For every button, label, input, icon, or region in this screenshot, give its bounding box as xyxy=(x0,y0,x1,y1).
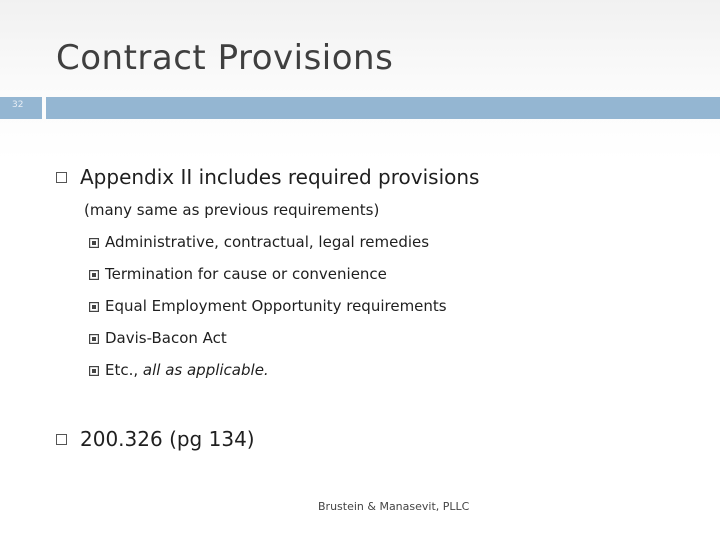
sub-item-remedies: Administrative, contractual, legal remedies xyxy=(105,233,430,251)
slide-title: Contract Provisions xyxy=(56,38,394,78)
bullet-appendix-ii: Appendix II includes required provisions xyxy=(80,165,480,189)
sub-item-termination: Termination for cause or convenience xyxy=(105,265,387,283)
bullet-appendix-ii-subtext: (many same as previous requirements) xyxy=(84,201,380,219)
empty-square-icon xyxy=(56,434,67,445)
square-bullet-icon xyxy=(89,302,99,312)
empty-square-icon xyxy=(56,172,67,183)
footer-firm-name: Brustein & Manasevit, PLLC xyxy=(318,500,470,513)
square-bullet-icon xyxy=(89,270,99,280)
square-bullet-icon xyxy=(89,238,99,248)
sub-item-etc xyxy=(105,361,269,379)
square-bullet-icon xyxy=(89,334,99,344)
slide-number: 32 xyxy=(12,100,24,110)
sub-item-eeo: Equal Employment Opportunity requirements xyxy=(105,297,447,315)
sub-item-etc-emphasis: all as applicable. xyxy=(142,361,269,379)
bullet-citation: 200.326 (pg 134) xyxy=(80,427,255,451)
sub-item-davis-bacon: Davis-Bacon Act xyxy=(105,329,227,347)
title-accent-bar xyxy=(46,97,720,119)
sub-item-etc-prefix: Etc., xyxy=(105,361,143,379)
square-bullet-icon xyxy=(89,366,99,376)
